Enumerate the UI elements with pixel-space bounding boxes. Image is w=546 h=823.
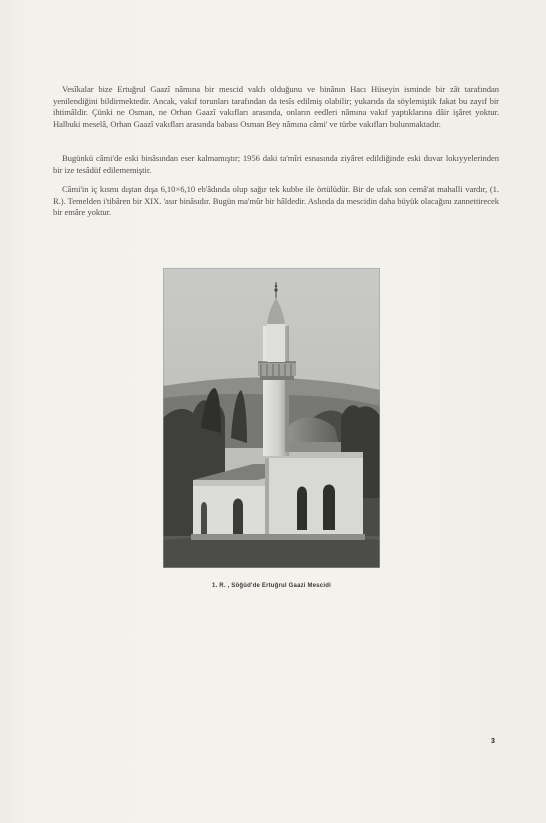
paragraph-1-text: Vesîkalar bize Ertuğrul Gaazî nâmına bir mescid vakfı olduğunu ve binânın Hacı Hüseyin isminde bir zât tarafından yenilendiğini bildirmektedir. Ancak, vakıf torunları tarafından da tesîs edilmiş olabilir; yukarıda da söylemiştik fakat bu zayıf bir ihtimâldir. Çünki ne Osman, ne Orhan Gaazî vakıfları arasında, onların eedleri nâmına vakıf yaptıklarına dâir işâret yoktur. Halbuki meselâ, Orhan Gaazî vakıfları arasında babası Osman Bey nâmına câmi' ve türbe vakıfları bulunmaktadır. [53, 84, 499, 129]
paragraph-3 [53, 184, 499, 219]
paragraph-1 [53, 84, 499, 130]
page-number: 3 [491, 738, 495, 745]
mosque-photograph [163, 268, 380, 568]
paragraph-3-text: Câmi'in iç kısmı dıştan dışa 6,10×6,10 eb'âdında olup sağır tek kubbe ile örtülüdür. Bir de ufak son cemâ'at mahalli vardır, (1. R.). Temelden i'tibâren bir XIX. 'asır binâsıdır. Bugün ma'mûr bir hâldedir. Aslında da mescidin daha büyük olacağını zannettirecek bir emâre yoktur. [53, 184, 499, 218]
photo-caption: 1. R. , Söğüd'de Ertuğrul Gaazi Mescidi [212, 583, 331, 589]
paragraph-2 [53, 153, 499, 176]
paragraph-2-text: Bugünkü câmi'de eski binâsından eser kalmamıştır; 1956 daki ta'mîri esnasında ziyâret edildiğinde eski duvar lokıyyelerinden bir ize tesâdüf edilememiştir. [53, 153, 499, 175]
mosque-photo-illustration [163, 268, 380, 568]
